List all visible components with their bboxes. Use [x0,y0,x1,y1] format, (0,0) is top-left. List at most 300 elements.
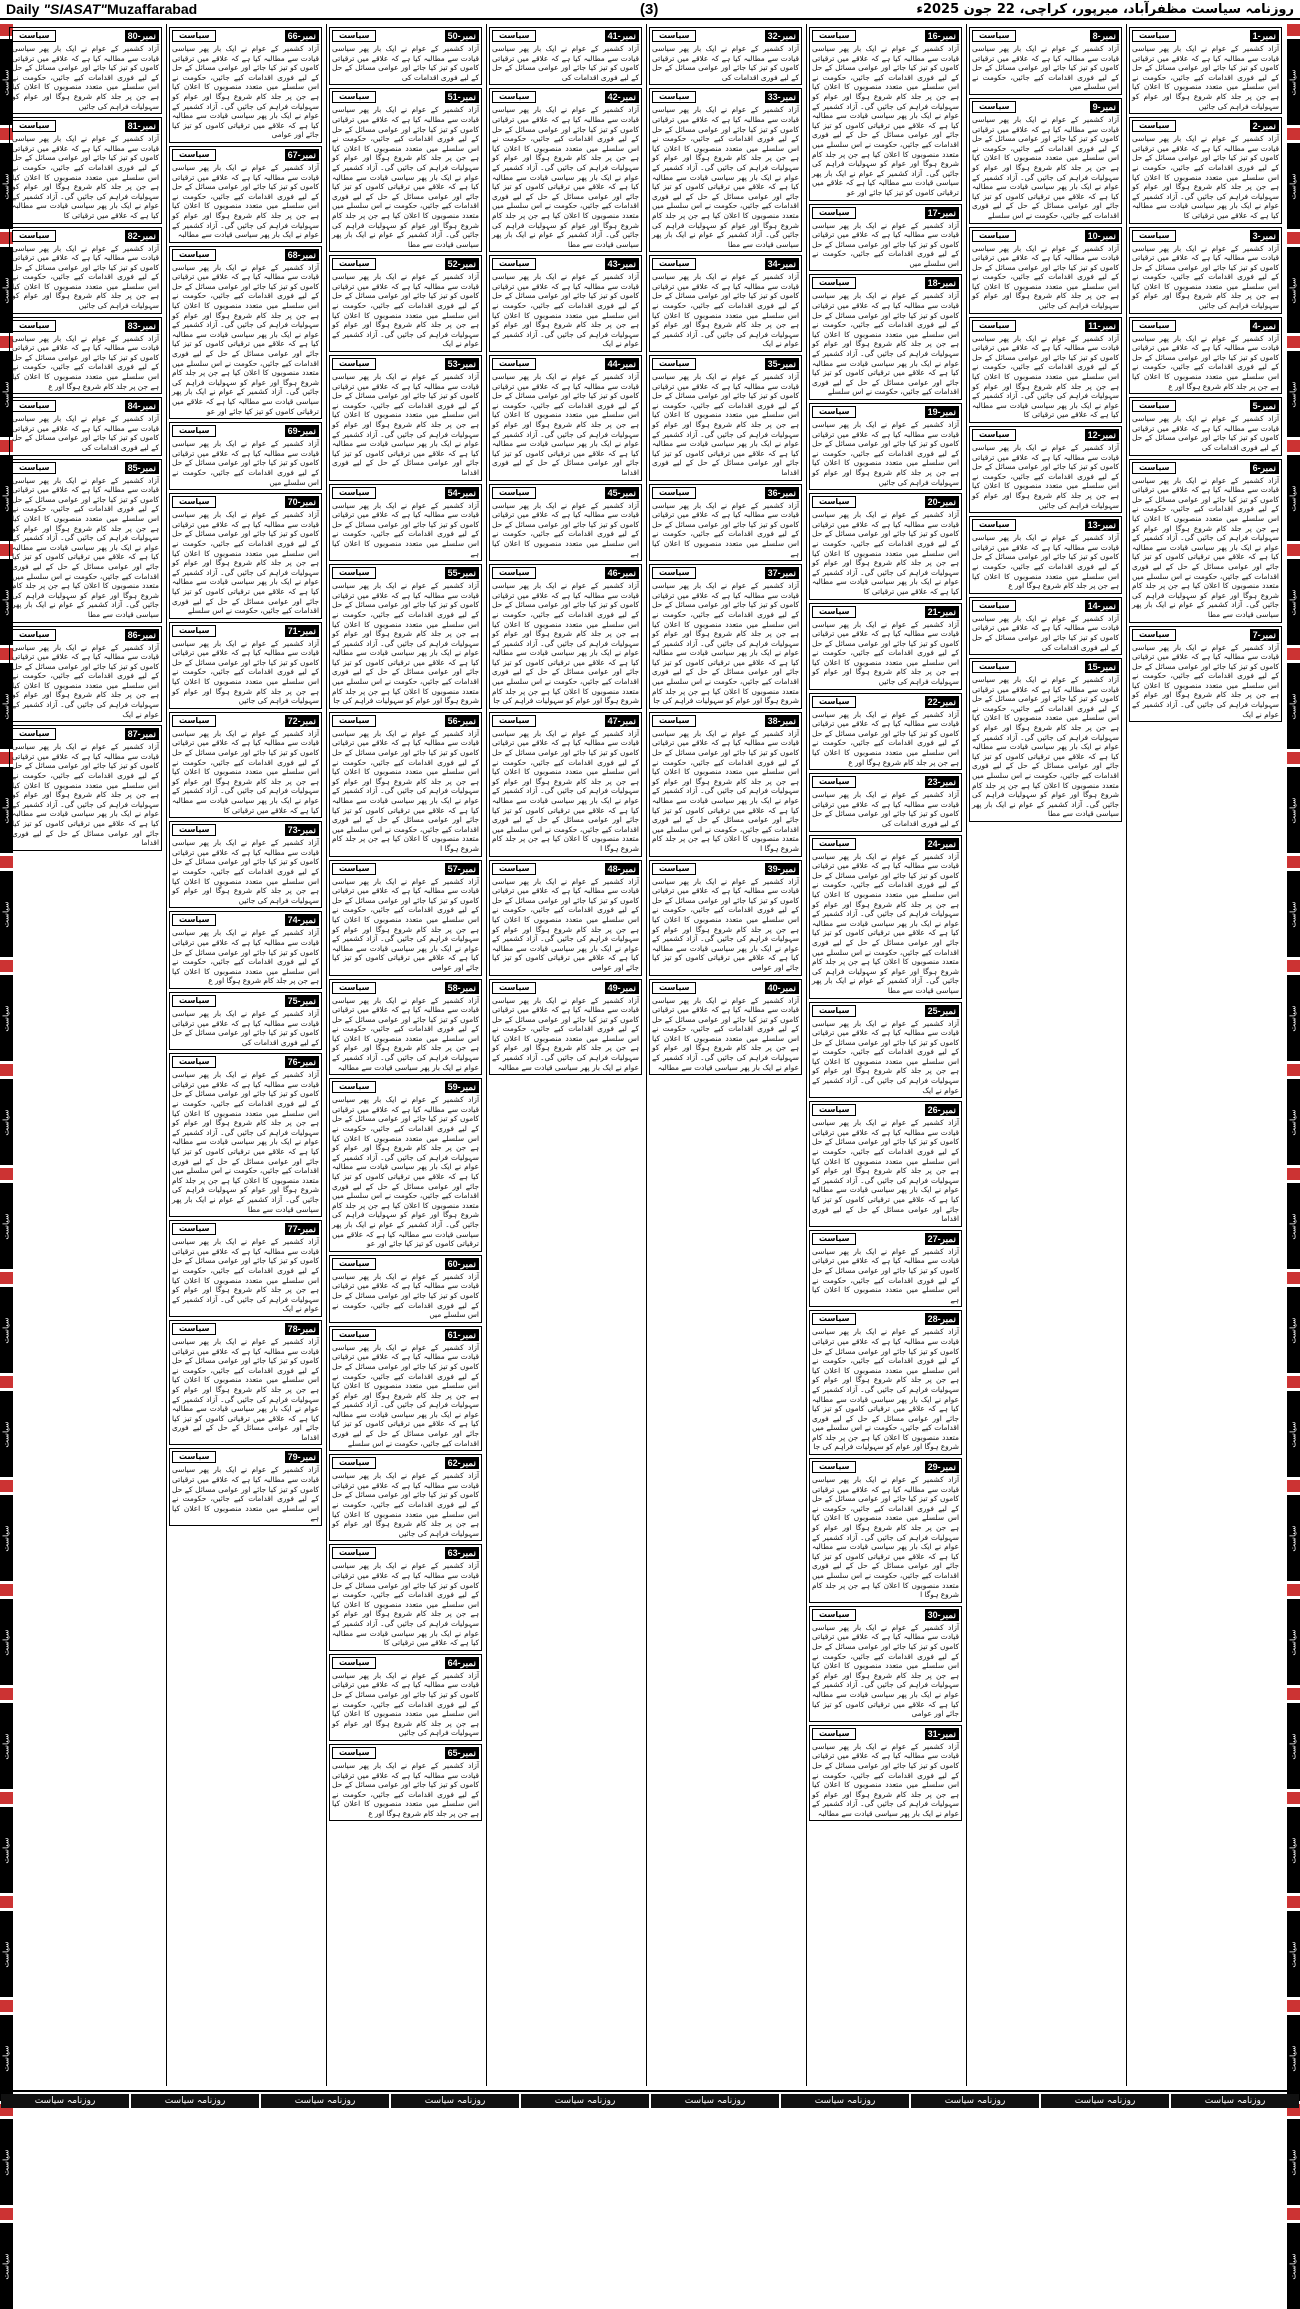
ad-brand-label: سیاست [12,728,56,740]
ad-number: نمبر-73 [285,824,319,836]
ad-brand-label: سیاست [492,567,536,579]
strip-label: سیاست [1289,2252,1298,2280]
ad-body: آزاد کشمیر کے عوام نے ایک بار پھر سیاسی قیادت سے مطالبہ کیا ہے کہ علاقے میں ترقیاتی کاموں کو تیز کیا جائے اور عوامی مسائل کے حل کے لیے فوری اقدامات کیے جائیں، حکومت نے اس سلسلے میں متعدد منصوبوں کا اعلان کیا ہے جن پر جلد کام شروع ہوگا اور عوام کو سہولیات فراہم کی جائیں گی۔ آزاد کشمیر کے عوام نے ایک بار پھر سیاسی قیادت سے مطالبہ کیا ہے کہ علاقے میں ترقیاتی کاموں کو تیز کیا جائے اور عوامی مسائل کے حل کے لیے فوری اقدامات کیے جائیں، حکومت نے اس سلسلے میں متعدد منصوبوں کا اعلان کیا ہے جن پر جلد کام شروع ہوگا ا [652,728,799,853]
ad-body: آزاد کشمیر کے عوام نے ایک بار پھر سیاسی قیادت سے مطالبہ کیا ہے کہ علاقے میں ترقیاتی کاموں کو تیز کیا جائے اور عوامی مسائل کے حل کے لیے فوری اقدامات کیے جائیں، حکومت نے اس سلسلے میں [812,220,959,268]
ad-number: نمبر-35 [765,358,799,370]
ad-body: آزاد کشمیر کے عوام نے ایک بار پھر سیاسی قیادت سے مطالبہ کیا ہے کہ علاقے میں ترقیاتی کاموں کو تیز کیا جائے اور عوامی مسائل کے حل کے لیے فوری اقدامات کیے جائیں، حکومت نے اس سلسلے میں متعدد منصوبوں کا اعلان کیا ہے [812,1246,959,1304]
classified-ad [1129,397,1282,455]
classified-ad [489,27,642,85]
ad-number: نمبر-8 [1090,30,1119,42]
ad-brand-label: سیاست [12,462,56,474]
ad-body: آزاد کشمیر کے عوام نے ایک بار پھر سیاسی قیادت سے مطالبہ کیا ہے کہ علاقے میں ترقیاتی کاموں کو تیز کیا جائے اور عوامی مسائل کے حل کے لیے فوری اقدامات کیے جائیں، حکومت نے اس سلسلے میں متعدد منصوبوں کا اعلان کیا ہے جن پر جلد کام شروع ہوگا اور عوام کو سہولیات فراہم کی جائیں گی۔ آزاد کشمیر کے عوام نے ایک بار پھر سیاسی قیادت سے مطالبہ کیا ہے کہ علاقے میں ترقیاتی کاموں کو تیز کیا جائے اور عوامی [492,876,639,972]
ad-body: آزاد کشمیر کے عوام نے ایک بار پھر سیاسی قیادت سے مطالبہ کیا ہے کہ علاقے میں ترقیاتی کاموں کو تیز کیا جائے اور عوامی مسائل کے حل کے لیے فوری اقدامات کیے جائیں، حکومت نے اس سلسلے میں متعدد منصوبوں کا اعلان کیا ہے جن پر جلد کام شروع ہوگا اور عوام کو سہولیات فراہم کی جائیں [332,1670,479,1738]
ad-number: نمبر-3 [1250,230,1279,242]
classified-ad [169,146,322,243]
ad-brand-label: سیاست [172,1056,216,1068]
strip-label: سیاست [2,1420,11,1448]
ad-body: آزاد کشمیر کے عوام نے ایک بار پھر سیاسی قیادت سے مطالبہ کیا ہے کہ علاقے میں ترقیاتی کاموں کو تیز کیا جائے اور عوامی مسائل کے حل کے لیے فوری اقدامات کیے جائیں، حکومت نے اس سلسلے میں متعدد منصوبوں کا اعلان کیا ہے جن پر جلد کام شروع ہوگا اور عوام کو سہولیات فراہم کی جائیں گی۔ آزاد کشمیر کے عوام نے ایک بار پھر سیاسی قیادت سے مطالبہ کیا ہے کہ علاقے میں ترقیاتی کا [172,728,319,815]
ad-header [172,1323,319,1335]
ad-number: نمبر-45 [605,487,639,499]
classified-ad [649,564,802,709]
ad-header [332,1547,479,1559]
ad-body: آزاد کشمیر کے عوام نے ایک بار پھر سیاسی قیادت سے مطالبہ کیا ہے کہ علاقے میں ترقیاتی کاموں کو تیز کیا جائے اور عوامی مسائل کے حل کے لیے فوری اقدامات کیے جائیں، حکومت نے اس سلسلے میں متعدد منصوبوں کا اعلان کیا ہے جن پر جلد کام شروع ہوگا اور عوام کو سہولیات فراہم کی جائیں گی۔ آزاد کشمیر کے عوام نے ایک بار پھر سیاسی قیادت سے مطالبہ کیا ہے کہ علاقے میں ترقیاتی کاموں کو تیز کیا جائے اور عوامی مسائل کے حل کے لیے فوری اقداما [332,372,479,477]
ad-body: آزاد کشمیر کے عوام نے ایک بار پھر سیاسی قیادت سے مطالبہ کیا ہے کہ علاقے میں ترقیاتی کاموں کو تیز کیا جائے اور عوامی مسائل کے حل کے لیے فوری اقدامات کیے جائیں، حکومت نے اس سلسلے میں متعدد منصوبوں کا اعلان کیا ہے جن پر جلد کام شروع ہوگا اور عوام کو سہولیات فراہم کی جائیں گی۔ آزاد کشمیر کے عوام نے ایک بار پھر سیاسی قیادت سے مطالبہ کیا ہے کہ علاقے میں ترقیاتی کاموں کو تیز کیا جائے اور عوامی [652,876,799,972]
strip-ornament [1287,2208,1300,2220]
ad-number: نمبر-18 [925,277,959,289]
strip-label: سیاست [2,588,11,616]
ad-header [812,606,959,618]
ad-brand-label: سیاست [12,230,56,242]
strip-label: سیاست [1289,276,1298,304]
ad-body: آزاد کشمیر کے عوام نے ایک بار پھر سیاسی قیادت سے مطالبہ کیا ہے کہ علاقے میں ترقیاتی کاموں کو تیز کیا جائے اور عوامی مسائل کے حل کے لیے فوری اقدامات کیے جائیں، حکومت نے اس سلسلے میں متعدد منصوبوں کا اعلان کیا ہے جن پر جلد کام شروع ہوگا اور عوام کو سہولیات فراہم کی جائیں گی۔ آزاد کشمیر کے عوام نے ایک [332,272,479,349]
column-2 [966,24,1124,2086]
ad-header [332,863,479,875]
ad-header [972,429,1119,441]
ad-brand-label: سیاست [1132,120,1176,132]
strip-label: سیاست [2,796,11,824]
footer-cell: روزنامہ سیاست [911,2094,1039,2108]
ad-brand-label: سیاست [972,661,1016,673]
strip-label: سیاست [2,1212,11,1240]
classified-ad [809,1725,962,1822]
strip-label: سیاست [2,1732,11,1760]
ad-body: آزاد کشمیر کے عوام نے ایک بار پھر سیاسی قیادت سے مطالبہ کیا ہے کہ علاقے میں ترقیاتی کاموں کو تیز کیا جائے اور عوامی مسائل کے حل کے لیے فوری اقدامات کی [812,790,959,828]
strip-cell [0,2119,13,2205]
classified-ad [169,1448,322,1526]
ad-brand-label: سیاست [332,715,376,727]
strip-ornament [1287,1792,1300,1804]
ad-number: نمبر-39 [765,863,799,875]
ad-body: آزاد کشمیر کے عوام نے ایک بار پھر سیاسی قیادت سے مطالبہ کیا ہے کہ علاقے میں ترقیاتی کاموں کو تیز کیا جائے اور عوامی مسائل کے حل کے لیے فوری اقدامات کی [172,1008,319,1047]
ad-body: آزاد کشمیر کے عوام نے ایک بار پھر سیاسی قیادت سے مطالبہ کیا ہے کہ علاقے میں ترقیاتی کاموں کو تیز کیا جائے اور عوامی مسائل کے حل کے لیے فوری اقدامات کیے جائیں، حکومت نے اس سلسلے میں متعدد منصوبوں کا اعلان کیا ہے جن پر جلد کام شروع ہوگا اور عوام کو سہولیات فراہم کی جائیں [332,1471,479,1538]
ad-header [172,249,319,261]
ad-body: آزاد کشمیر کے عوام نے ایک بار پھر سیاسی قیادت سے مطالبہ کیا ہے کہ علاقے میں ترقیاتی کاموں کو تیز کیا جائے اور عوامی مسائل کے حل کے لیے فوری اقدامات کیے جائیں، حکومت نے اس سلسلے میں [332,1271,479,1320]
strip-cell [1287,1807,1300,1893]
ad-body: آزاد کشمیر کے عوام نے ایک بار پھر سیاسی قیادت سے مطالبہ کیا ہے کہ علاقے میں ترقیاتی کاموں کو تیز کیا جائے اور عوامی مسائل کے حل کے لیے فوری اقدامات کیے جائیں، حکومت نے اس سلسلے میں متعدد منصوبوں کا اعلان کیا ہے جن پر جلد کام شروع ہوگا اور عوام کو سہولیات فراہم کی جائیں [1132,243,1279,311]
classified-ad [9,459,162,623]
classified-ad [649,355,802,481]
ad-body: آزاد کشمیر کے عوام نے ایک بار پھر سیاسی قیادت سے مطالبہ کیا ہے کہ علاقے میں ترقیاتی کاموں کو تیز کیا جائے اور عوامی مسائل کے حل کے لیے فوری اقدامات کیے جائیں، حکومت نے اس سلسلے میں متعدد منصوبوں کا اعلان کیا ہے جن پر جلد کام شروع ہوگا اور عوام کو سہولیات فراہم کی جائیں گی۔ آزاد کشمیر کے عوام نے ایک بار پھر سیاسی قیادت سے مطالبہ کیا ہے کہ علاقے میں ترقیاتی کاموں کو تیز کیا جائے اور عوامی مسائل کے حل کے لیے فوری اقدامات کیے جائیں، حکومت نے اس سلسلے میں متعدد منصوبوں کا اعلان کیا ہے جن پر جلد کام شروع ہوگا ا [812,1475,959,1600]
strip-cell [1287,1599,1300,1685]
ad-number: نمبر-75 [285,995,319,1007]
ad-body: آزاد کشمیر کے عوام نے ایک بار پھر سیاسی قیادت سے مطالبہ کیا ہے کہ علاقے میں ترقیاتی کاموں کو تیز کیا جائے اور عوامی مسائل کے حل کے لیے فوری اقدامات کیے جائیں، حکومت نے اس سلسلے میں [972,44,1119,92]
ad-header [492,567,639,579]
strip-ornament [1287,1480,1300,1492]
ad-brand-label: سیاست [332,358,376,370]
ad-body: آزاد کشمیر کے عوام نے ایک بار پھر سیاسی قیادت سے مطالبہ کیا ہے کہ علاقے میں ترقیاتی کاموں کو تیز کیا جائے اور عوامی مسائل کے حل کے لیے فوری اقدامات کیے جائیں، حکومت نے اس سلسلے میں متعدد منصوبوں کا اعلان کیا ہے جن پر جلد کام شروع ہوگا اور عوام کو سہولیات فراہم کی جائیں [812,619,959,687]
ad-header [812,696,959,708]
classified-ad [9,626,162,723]
ad-header [812,1005,959,1017]
footer-cell: روزنامہ سیاست [261,2094,389,2108]
ad-number: نمبر-44 [605,358,639,370]
ad-brand-label: سیاست [1132,230,1176,242]
classified-ad [329,564,482,709]
classified-ad [1129,317,1282,395]
ad-number: نمبر-65 [445,1747,479,1759]
ad-number: نمبر-31 [925,1728,959,1740]
strip-cell [1287,2223,1300,2309]
masthead-daily: Daily [6,1,40,17]
classified-ad [9,725,162,851]
strip-ornament [1287,336,1300,348]
ad-number: نمبر-30 [925,1609,959,1621]
ad-number: نمبر-86 [125,629,159,641]
classified-ad [809,274,962,400]
ad-body: آزاد کشمیر کے عوام نے ایک بار پھر سیاسی قیادت سے مطالبہ کیا ہے کہ علاقے میں ترقیاتی کاموں کو تیز کیا جائے اور عوامی مسائل کے حل کے لیے فوری اقدامات کیے جائیں، حکومت نے اس سلسلے میں متعدد منصوبوں کا اعلان کیا ہے جن پر جلد کام شروع ہوگا اور عوام کو سہولیات فراہم کی جائیں گی۔ آزاد کشمیر کے عوام نے ایک بار پھر سیاسی قیادت سے مطالبہ کیا ہے کہ علاقے میں ترقیاتی کاموں کو تیز کیا جائے اور عوامی مسائل کے حل کے لیے فوری اقدامات کیے جائیں، حکومت نے اس سلسلے میں متعدد منصوبوں کا اعلان کیا ہے جن پر جلد کام شروع ہوگا اور عوام کو سہولیات فراہم کی جا [332,581,479,706]
ad-header [652,863,799,875]
ad-brand-label: سیاست [972,230,1016,242]
ad-body: آزاد کشمیر کے عوام نے ایک بار پھر سیاسی قیادت سے مطالبہ کیا ہے کہ علاقے میں ترقیاتی کاموں کو تیز کیا جائے اور عوامی مسائل کے حل کے لیے فوری اقدامات کیے جائیں، حکومت نے اس سلسلے میں متعدد منصوبوں کا اعلان کیا ہے جن پر جلد کام شروع ہوگا اور عوام کو سہولیات فراہم کی جائیں گی۔ آزاد کشمیر کے عوام نے ایک بار پھر سیاسی قیادت سے مطالبہ [812,1741,959,1818]
ad-header [1132,462,1279,474]
strip-cell [1287,247,1300,333]
masthead-title-urdu: روزنامہ سیاست مظفرآباد، میرپور، کراچی، 22 جون 2025ء [916,1,1294,17]
ad-number: نمبر-76 [285,1056,319,1068]
ad-brand-label: سیاست [652,258,696,270]
ad-number: نمبر-68 [285,249,319,261]
ad-number: نمبر-10 [1085,230,1119,242]
ad-header [652,982,799,994]
ad-number: نمبر-2 [1250,120,1279,132]
strip-ornament [1287,1064,1300,1076]
ad-header [812,207,959,219]
ad-body: آزاد کشمیر کے عوام نے ایک بار پھر سیاسی قیادت سے مطالبہ کیا ہے کہ علاقے میں ترقیاتی کاموں کو تیز کیا جائے اور عوامی مسائل کے حل کے لیے فوری اقدامات کیے جائیں، حکومت نے اس سلسلے میں متعدد منصوبوں کا اعلان کیا ہے جن پر جلد کام شروع ہوگا اور عوام کو سہولیات فراہم کی جائیں گی۔ آزاد کشمیر کے عوام نے ایک بار پھر سیاسی قیادت سے مطالبہ کیا ہے کہ علاقے میں ترقیاتی کاموں کو تیز کیا جائے اور عوامی مسائل کے حل کے لیے فوری اقدامات کیے جائیں، حکومت نے اس سلسلے میں متعدد منصوبوں کا اعلان کیا ہے جن پر جلد کام شروع ہوگا اور عوام کو سہولیات فراہم کی جا [652,581,799,706]
strip-label: سیاست [2,1004,11,1032]
ad-header [652,30,799,42]
ad-brand-label: سیاست [172,1323,216,1335]
ad-number: نمبر-12 [1085,429,1119,441]
classified-ad [809,1101,962,1227]
ad-number: نمبر-5 [1250,400,1279,412]
strip-label: سیاست [1289,1940,1298,1968]
classified-ad [649,27,802,85]
ad-number: نمبر-69 [285,425,319,437]
classified-ad [9,397,162,455]
ad-body: آزاد کشمیر کے عوام نے ایک بار پھر سیاسی قیادت سے مطالبہ کیا ہے کہ علاقے میں ترقیاتی کاموں کو تیز کیا جائے اور عوامی مسائل کے حل کے لیے فوری اقدامات کی [492,44,639,82]
ad-header [332,358,479,370]
ad-body: آزاد کشمیر کے عوام نے ایک بار پھر سیاسی قیادت سے مطالبہ کیا ہے کہ علاقے میں ترقیاتی کاموں کو تیز کیا جائے اور عوامی مسائل کے حل کے لیے فوری اقدامات کیے جائیں، حکومت نے اس سلسلے میں متعدد منصوبوں کا اعلان کیا ہے جن پر جلد کام شروع ہوگا اور عوام کو سہولیات فراہم کی جائیں [172,838,319,905]
classified-ad [809,204,962,272]
strip-cell [1287,455,1300,541]
classified-ad [809,603,962,690]
ad-body: آزاد کشمیر کے عوام نے ایک بار پھر سیاسی قیادت سے مطالبہ کیا ہے کہ علاقے میں ترقیاتی کاموں کو تیز کیا جائے اور عوامی مسائل کے حل کے لیے فوری اقدامات کیے جائیں، حکومت نے اس سلسلے میں متعدد منصوبوں کا اعلان کیا ہے جن پر جلد کام شروع ہوگا اور عوام کو سہولیات فراہم کی جائیں گی۔ آزاد کشمیر کے عوام نے ایک بار پھر سیاسی قیادت سے مطالبہ کیا ہے کہ علاقے میں ترقیاتی کاموں کو تیز کیا جائے اور عوامی مسائل کے حل کے لیے فوری اقدامات کیے جائیں، حکومت نے اس سلسلے میں متعدد منصوبوں کا اعلان کیا ہے جن پر جلد کام شروع ہوگا اور عوام کو سہولیات فراہم کی جا [812,1327,959,1452]
classified-ad [649,712,802,857]
classified-ad [329,712,482,857]
ad-header [812,1233,959,1245]
footer-cell: روزنامہ سیاست [781,2094,909,2108]
ad-brand-label: سیاست [492,91,536,103]
ad-brand-label: سیاست [1132,462,1176,474]
ad-brand-label: سیاست [172,715,216,727]
classified-ad [329,255,482,352]
ad-brand-label: سیاست [492,30,536,42]
ad-number: نمبر-49 [605,982,639,994]
ad-header [172,1451,319,1463]
ad-header [332,982,479,994]
ad-body: آزاد کشمیر کے عوام نے ایک بار پھر سیاسی قیادت سے مطالبہ کیا ہے کہ علاقے میں ترقیاتی کاموں کو تیز کیا جائے اور عوامی مسائل کے حل کے لیے فوری اقدامات کیے جائیں، حکومت نے اس سلسلے میں متعدد منصوبوں کا اعلان کیا ہے جن پر جلد کام شروع ہوگا اور ع [172,928,319,986]
ad-number: نمبر-50 [445,30,479,42]
classified-ad [329,1454,482,1541]
ad-brand-label: سیاست [492,487,536,499]
ad-brand-label: سیاست [812,1461,856,1473]
strip-cell [1287,143,1300,229]
ad-brand-label: سیاست [12,30,56,42]
strip-label: سیاست [1289,1836,1298,1864]
ad-body: آزاد کشمیر کے عوام نے ایک بار پھر سیاسی قیادت سے مطالبہ کیا ہے کہ علاقے میں ترقیاتی کاموں کو تیز کیا جائے اور عوامی مسائل کے حل کے لیے فوری اقدامات کیے جائیں، حکومت نے اس سلسلے میں متعدد منصوبوں کا اعلان کیا ہے جن پر جلد کام شروع ہوگا اور عوام کو سہولیات فراہم کی جائیں گی۔ آزاد کشمیر کے عوام نے ایک بار پھر سیاسی قیادت سے مطالبہ کیا ہے کہ علاقے میں ترقیاتی کاموں کو تیز کیا جائے اور عوامی مسائل کے حل کے لیے فوری اقداما [812,1118,959,1224]
ad-brand-label: سیاست [172,625,216,637]
ad-number: نمبر-11 [1085,320,1119,332]
ad-header [812,1313,959,1325]
ad-brand-label: سیاست [812,1233,856,1245]
ad-brand-label: سیاست [972,429,1016,441]
ad-body: آزاد کشمیر کے عوام نے ایک بار پھر سیاسی قیادت سے مطالبہ کیا ہے کہ علاقے میں ترقیاتی کاموں کو تیز کیا جائے اور عوامی مسائل کے حل کے لیے فوری اقدامات کی [652,44,799,82]
strip-label: سیاست [1289,1420,1298,1448]
ad-number: نمبر-71 [285,625,319,637]
ad-body: آزاد کشمیر کے عوام نے ایک بار پھر سیاسی قیادت سے مطالبہ کیا ہے کہ علاقے میں ترقیاتی کاموں کو تیز کیا جائے اور عوامی مسائل کے حل کے لیے فوری اقدامات کیے جائیں، حکومت نے اس سلسلے میں متعدد منصوبوں کا اعلان کیا ہے جن پر جلد کام شروع ہوگا اور عوام کو سہولیات فراہم کی جائیں گی۔ آزاد کشمیر کے عوام نے ایک بار پھر سیاسی قیادت سے مطالبہ کیا ہے کہ علاقے میں ترقیاتی کاموں کو تیز کیا جائے اور عوامی مسائل کے حل کے لیے فوری اقداما [492,372,639,477]
ad-brand-label: سیاست [812,406,856,418]
footer-strip [0,2090,1300,2110]
ad-header [332,1657,479,1669]
ad-number: نمبر-4 [1250,320,1279,332]
ad-header [12,728,159,740]
ad-brand-label: سیاست [812,776,856,788]
strip-cell [1287,1391,1300,1477]
ad-body: آزاد کشمیر کے عوام نے ایک بار پھر سیاسی قیادت سے مطالبہ کیا ہے کہ علاقے میں ترقیاتی کاموں کو تیز کیا جائے اور عوامی مسائل کے حل کے لیے فوری اقدامات کی [972,613,1119,652]
classified-ad [329,1544,482,1650]
classified-ad [489,564,642,709]
ad-brand-label: سیاست [332,1747,376,1759]
strip-cell [1287,39,1300,125]
masthead-title-english [6,1,197,17]
ad-header [652,715,799,727]
ad-brand-label: سیاست [332,1329,376,1341]
ad-brand-label: سیاست [332,1081,376,1093]
ad-body: آزاد کشمیر کے عوام نے ایک بار پھر سیاسی قیادت سے مطالبہ کیا ہے کہ علاقے میں ترقیاتی کاموں کو تیز کیا جائے اور عوامی مسائل کے حل کے لیے فوری اقدامات کیے جائیں، حکومت نے اس سلسلے میں متعدد منصوبوں کا اعلان کیا ہے جن پر جلد کام شروع ہوگا اور عوام کو سہولیات فراہم کی جائیں گی۔ آزاد کشمیر کے عوام نے ایک بار پھر سیاسی قیادت سے مطالبہ کیا ہے کہ علاقے میں ترقیاتی کاموں کو تیز کیا جائے اور عوامی مسائل کے حل کے لیے فوری اقدامات کیے جائیں، حکومت نے اس سلسلے میں متعدد منصوبوں کا اعلان کیا ہے جن پر جلد کام شروع ہوگا اور عوام کو سہولیات فراہم کی جائیں گی۔ آزاد کشمیر کے عوام نے ایک بار پھر سیاسی قیادت سے مطا [492,105,639,249]
ad-number: نمبر-14 [1085,600,1119,612]
ad-header [332,1329,479,1341]
ad-brand-label: سیاست [12,120,56,132]
ad-body: آزاد کشمیر کے عوام نے ایک بار پھر سیاسی قیادت سے مطالبہ کیا ہے کہ علاقے میں ترقیاتی کاموں کو تیز کیا جائے اور عوامی مسائل کے حل کے لیے فوری اقدامات کیے جائیں، حکومت نے اس سلسلے میں متعدد منصوبوں کا اعلان کیا ہے جن پر جلد کام شروع ہوگا اور عوام کو سہولیات فراہم کی جائیں گی۔ آزاد کشمیر کے عوام نے ایک بار پھر سیاسی قیادت سے مطالبہ کیا ہے کہ علاقے میں ترقیاتی کا [972,333,1119,420]
ad-header [652,258,799,270]
classified-ad [809,1458,962,1603]
classified-ad [809,773,962,831]
ad-brand-label: سیاست [1132,320,1176,332]
ad-header [1132,320,1279,332]
classified-ad [329,355,482,481]
classified-ad [809,493,962,599]
ad-brand-label: سیاست [172,425,216,437]
strip-label: سیاست [2,172,11,200]
ad-brand-label: سیاست [332,1657,376,1669]
classified-ad [969,317,1122,423]
classified-ad [649,255,802,352]
ad-body: آزاد کشمیر کے عوام نے ایک بار پھر سیاسی قیادت سے مطالبہ کیا ہے کہ علاقے میں ترقیاتی کاموں کو تیز کیا جائے اور عوامی مسائل کے حل کے لیے فوری اقدامات کیے جائیں، حکومت نے اس سلسلے میں متعدد منصوبوں کا اعلان کیا ہے جن پر جلد کام شروع ہوگا اور عوام کو سہولیات فراہم کی جائیں گی۔ آزاد کشمیر کے عوام نے ایک بار پھر سیاسی قیادت سے مطالبہ کیا ہے کہ علاقے میں ترقیاتی کاموں کو تیز کیا جائے اور عوامی مسائل کے حل کے لیے فوری اقدامات کیے جائیں، حکومت نے اس سلسلے میں متعدد منصوبوں کا اعلان کیا ہے جن پر جلد کام شروع ہوگا اور عوام کو سہولیات فراہم کی جائیں گی۔ آزاد کشمیر کے عوام نے ایک بار پھر سیاسی قیادت سے مطا [652,105,799,249]
ad-body: آزاد کشمیر کے عوام نے ایک بار پھر سیاسی قیادت سے مطالبہ کیا ہے کہ علاقے میں ترقیاتی کاموں کو تیز کیا جائے اور عوامی مسائل کے حل کے لیے فوری اقدامات کیے جائیں، حکومت نے اس سلسلے میں متعدد منصوبوں کا اعلان کیا ہے جن پر جلد کام شروع ہوگا اور عوام کو سہولیات فراہم کی جائیں گی۔ آزاد کشمیر کے عوام نے ایک بار پھر سیاسی قیادت سے مطالبہ کیا ہے کہ علاقے میں ترقیاتی کاموں کو تیز کیا جائے اور عوامی مسائل کے حل کے لیے فوری اقدامات کیے جائیں، حکومت نے اس سلسلے میں متعدد منصوبوں کا اعلان کیا ہے جن پر جلد کام شروع ہوگا ا [492,728,639,853]
ad-number: نمبر-25 [925,1005,959,1017]
ad-brand-label: سیاست [172,496,216,508]
ad-brand-label: سیاست [332,567,376,579]
footer-cell: روزنامہ سیاست [1041,2094,1169,2108]
ad-number: نمبر-33 [765,91,799,103]
ad-header [492,487,639,499]
ad-brand-label: سیاست [492,358,536,370]
strip-label: سیاست [1289,1524,1298,1552]
ad-body: آزاد کشمیر کے عوام نے ایک بار پھر سیاسی قیادت سے مطالبہ کیا ہے کہ علاقے میں ترقیاتی کاموں کو تیز کیا جائے اور عوامی مسائل کے حل کے لیے فوری اقدامات کیے جائیں، حکومت نے اس سلسلے میں متعدد منصوبوں کا اعلان کیا ہے جن پر جلد کام شروع ہوگا اور عوام کو سہولیات فراہم کی جائیں گی۔ آزاد کشمیر کے عوام نے ایک بار پھر سیاسی قیادت سے مطالبہ کیا ہے کہ علاقے میں ترقیاتی کاموں کو تیز کیا جائے اور عوامی مسائل کے حل کے لیے فوری اقداما [172,1336,319,1442]
ad-number: نمبر-53 [445,358,479,370]
strip-ornament [1287,440,1300,452]
strip-label: سیاست [1289,1628,1298,1656]
classified-ad [329,88,482,252]
ad-number: نمبر-55 [445,567,479,579]
ad-brand-label: سیاست [812,1728,856,1740]
ad-body: آزاد کشمیر کے عوام نے ایک بار پھر سیاسی قیادت سے مطالبہ کیا ہے کہ علاقے میں ترقیاتی کاموں کو تیز کیا جائے اور عوامی مسائل کے حل کے لیے فوری اقدامات کیے جائیں، حکومت نے اس سلسلے میں متعدد منصوبوں کا اعلان کیا ہے جن پر جلد کام شروع ہوگا اور عوام کو سہولیات فراہم کی جائیں گی۔ آزاد کشمیر کے عوام نے ایک بار پھر سیاسی قیادت سے مطالبہ کیا ہے کہ علاقے میں ترقیاتی کاموں کو تیز کیا جائے اور عوامی [812,1622,959,1719]
classified-ad [9,317,162,395]
footer-cell: روزنامہ سیاست [651,2094,779,2108]
right-decorative-strip [1287,24,1300,2280]
ad-header [652,358,799,370]
strip-ornament [1287,544,1300,556]
ad-brand-label: سیاست [1132,30,1176,42]
ad-body: آزاد کشمیر کے عوام نے ایک بار پھر سیاسی قیادت سے مطالبہ کیا ہے کہ علاقے میں ترقیاتی کاموں کو تیز کیا جائے اور عوامی مسائل کے حل کے لیے فوری اقدامات کیے جائیں، حکومت نے اس سلسلے میں متعدد منصوبوں کا اعلان کیا ہے جن پر جلد کام شروع ہوگا اور عوام کو سہولیات فراہم کی جائیں گی۔ آزاد کشمیر کے عوام نے ایک [492,272,639,349]
ad-brand-label: سیاست [172,30,216,42]
ad-brand-label: سیاست [172,249,216,261]
strip-label: سیاست [1289,1732,1298,1760]
strip-label: سیاست [1289,172,1298,200]
ad-header [972,661,1119,673]
ad-header [332,91,479,103]
ad-brand-label: سیاست [332,863,376,875]
ad-brand-label: سیاست [652,863,696,875]
footer-cell: روزنامہ سیاست [1,2094,129,2108]
ad-header [812,277,959,289]
ad-body: آزاد کشمیر کے عوام نے ایک بار پھر سیاسی قیادت سے مطالبہ کیا ہے کہ علاقے میں ترقیاتی کاموں کو تیز کیا جائے اور عوامی مسائل کے حل کے لیے فوری اقدامات کیے جائیں، حکومت نے اس سلسلے میں متعدد منصوبوں کا اعلان کیا ہے جن پر جلد کام شروع ہوگا اور عوام کو سہولیات فراہم کی جائیں گی۔ آزاد کشمیر کے عوام نے ایک بار پھر سیاسی قیادت سے مطالبہ کیا ہے کہ علاقے میں ترقیاتی کاموں کو تیز کیا جائے اور عوامی [172,44,319,140]
strip-cell [1287,663,1300,749]
strip-cell [1287,975,1300,1061]
ad-number: نمبر-62 [445,1457,479,1469]
ad-header [332,30,479,42]
ad-brand-label: سیاست [492,863,536,875]
ad-brand-label: سیاست [812,1313,856,1325]
strip-ornament [1287,1168,1300,1180]
classified-ad [809,27,962,201]
ad-header [972,600,1119,612]
ad-header [172,1056,319,1068]
classified-ad [649,860,802,976]
strip-ornament [1287,648,1300,660]
ad-number: نمبر-57 [445,863,479,875]
classified-ad [1129,27,1282,114]
masthead [0,0,1300,20]
strip-label: سیاست [2,1316,11,1344]
classified-ad [1129,227,1282,314]
classified-ad [169,992,322,1050]
strip-label: سیاست [1289,588,1298,616]
classified-ad [169,27,322,143]
classified-ad [969,516,1122,594]
footer-cell: روزنامہ سیاست [391,2094,519,2108]
ad-header [812,776,959,788]
ad-brand-label: سیاست [652,91,696,103]
classified-ad [169,622,322,709]
classified-ad [489,255,642,352]
ad-brand-label: سیاست [332,982,376,994]
ad-number: نمبر-66 [285,30,319,42]
ad-body: آزاد کشمیر کے عوام نے ایک بار پھر سیاسی قیادت سے مطالبہ کیا ہے کہ علاقے میں ترقیاتی کاموں کو تیز کیا جائے اور عوامی مسائل کے حل کے لیے فوری اقدامات کیے جائیں، حکومت نے اس سلسلے میں متعدد منصوبوں کا اعلان کیا ہے [332,500,479,558]
ad-brand-label: سیاست [972,320,1016,332]
ad-brand-label: سیاست [972,519,1016,531]
classified-ad [809,693,962,771]
ad-number: نمبر-19 [925,406,959,418]
ad-number: نمبر-27 [925,1233,959,1245]
ad-brand-label: سیاست [812,1609,856,1621]
strip-ornament [1287,2000,1300,2012]
ad-body: آزاد کشمیر کے عوام نے ایک بار پھر سیاسی قیادت سے مطالبہ کیا ہے کہ علاقے میں ترقیاتی کاموں کو تیز کیا جائے اور عوامی مسائل کے حل کے لیے فوری اقدامات کیے جائیں، حکومت نے اس سلسلے میں متعدد منصوبوں کا اعلان کیا ہے جن پر جلد کام شروع ہوگا اور عوام کو سہولیات فراہم کی جائیں گی۔ آزاد کشمیر کے عوام نے ایک بار پھر سیاسی قیادت سے مطالبہ کیا ہے کہ علاقے میں ترقیاتی کاموں کو تیز کیا جائے اور عوامی مسائل کے حل کے لیے فوری اقدامات کیے جائیں، حکومت نے اس سلسلے میں متعدد منصوبوں کا اعلان کیا ہے جن پر جلد کام شروع ہوگا اور عوام کو سہولیات فراہم کی جائیں گی۔ آزاد کشمیر کے عوام نے ایک بار پھر سیاسی قیادت سے مطا [332,105,479,249]
column-1 [1126,24,1284,2086]
strip-cell [1287,871,1300,957]
ad-body: آزاد کشمیر کے عوام نے ایک بار پھر سیاسی قیادت سے مطالبہ کیا ہے کہ علاقے میں ترقیاتی کاموں کو تیز کیا جائے اور عوامی مسائل کے حل کے لیے فوری اقدامات کیے جائیں، حکومت نے اس سلسلے میں متعدد منصوبوں کا اعلان کیا ہے جن پر جلد کام شروع ہوگا اور عوام کو سہولیات فراہم کی جائیں گی۔ آزاد کشمیر کے عوام نے ایک بار پھر سیاسی قیادت سے مطالبہ کیا ہے کہ علاقے میں ترقیاتی کاموں کو تیز کیا جائے اور عوامی مسائل کے حل کے لیے فوری اقدامات کیے جائیں، حکومت نے اس سلسلے [812,291,959,397]
classified-ad [169,911,322,989]
ad-brand-label: سیاست [812,30,856,42]
ad-number: نمبر-26 [925,1104,959,1116]
classified-ad [649,88,802,252]
classified-ad [169,246,322,420]
strip-label: سیاست [2,1836,11,1864]
strip-label: سیاست [2,484,11,512]
ad-number: نمبر-40 [765,982,799,994]
ad-header [492,715,639,727]
ad-number: نمبر-84 [125,400,159,412]
footer-cell: روزنامہ سیاست [1171,2094,1299,2108]
ad-header [12,320,159,332]
ad-header [172,30,319,42]
strip-label: سیاست [2,1628,11,1656]
ad-header [652,567,799,579]
ad-number: نمبر-43 [605,258,639,270]
classified-ad [809,1002,962,1099]
ad-header [492,358,639,370]
strip-label: سیاست [1289,1212,1298,1240]
classified-ad [9,117,162,223]
strip-label: سیاست [2,1108,11,1136]
classified-ad [489,88,642,252]
ad-number: نمبر-20 [925,496,959,508]
ad-body: آزاد کشمیر کے عوام نے ایک بار پھر سیاسی قیادت سے مطالبہ کیا ہے کہ علاقے میں ترقیاتی کاموں کو تیز کیا جائے اور عوامی مسائل کے حل کے لیے فوری اقدامات کی [332,44,479,82]
ad-number: نمبر-59 [445,1081,479,1093]
ad-header [972,101,1119,113]
column-5 [486,24,644,2086]
classified-ad [169,1320,322,1446]
ad-brand-label: سیاست [652,715,696,727]
strip-cell [1287,1911,1300,1997]
classified-ad [489,860,642,976]
strip-ornament [1287,1376,1300,1388]
ad-brand-label: سیاست [972,600,1016,612]
ad-body: آزاد کشمیر کے عوام نے ایک بار پھر سیاسی قیادت سے مطالبہ کیا ہے کہ علاقے میں ترقیاتی کاموں کو تیز کیا جائے اور عوامی مسائل کے حل کے لیے فوری اقدامات کیے جائیں، حکومت نے اس سلسلے میں متعدد منصوبوں کا اعلان کیا ہے جن پر جلد کام شروع ہوگا اور عوام کو سہولیات فراہم کی جائیں گی۔ آزاد کشمیر کے عوام نے ایک بار پھر سیاسی قیادت سے مطالبہ کیا ہے کہ علاقے میں ترقیاتی کاموں کو تیز کیا جائے اور عوامی مسائل کے حل کے لیے فوری اقدامات کیے جائیں، حکومت نے اس سلسلے [332,1342,479,1448]
classified-ad [809,1606,962,1722]
strip-label: سیاست [1289,900,1298,928]
ad-brand-label: سیاست [972,30,1016,42]
ad-brand-label: سیاست [652,358,696,370]
ad-header [332,1457,479,1469]
classified-ad [489,979,642,1076]
classified-ad [969,27,1122,95]
ad-brand-label: سیاست [332,30,376,42]
ad-body: آزاد کشمیر کے عوام نے ایک بار پھر سیاسی قیادت سے مطالبہ کیا ہے کہ علاقے میں ترقیاتی کاموں کو تیز کیا جائے اور عوامی مسائل کے حل کے لیے فوری اقدامات کیے جائیں، حکومت نے اس سلسلے میں متعدد منصوبوں کا اعلان کیا ہے جن پر جلد کام شروع ہوگا اور عوام کو سہولیات فراہم کی جائیں گی۔ آزاد کشمیر کے عوام نے ایک بار پھر سیاسی قیادت سے مطالبہ کیا ہے کہ علاقے میں ترقیاتی کاموں کو تیز کیا جائے اور عوامی مسائل کے حل کے لیے فوری اقدامات کیے جائیں، حکومت نے اس سلسلے میں متعدد منصوبوں کا اعلان کیا ہے جن پر جلد کام شروع ہوگا ا [332,728,479,853]
ad-brand-label: سیاست [812,207,856,219]
classified-ad [9,227,162,314]
strip-label: سیاست [2,276,11,304]
ad-brand-label: سیاست [1132,629,1176,641]
